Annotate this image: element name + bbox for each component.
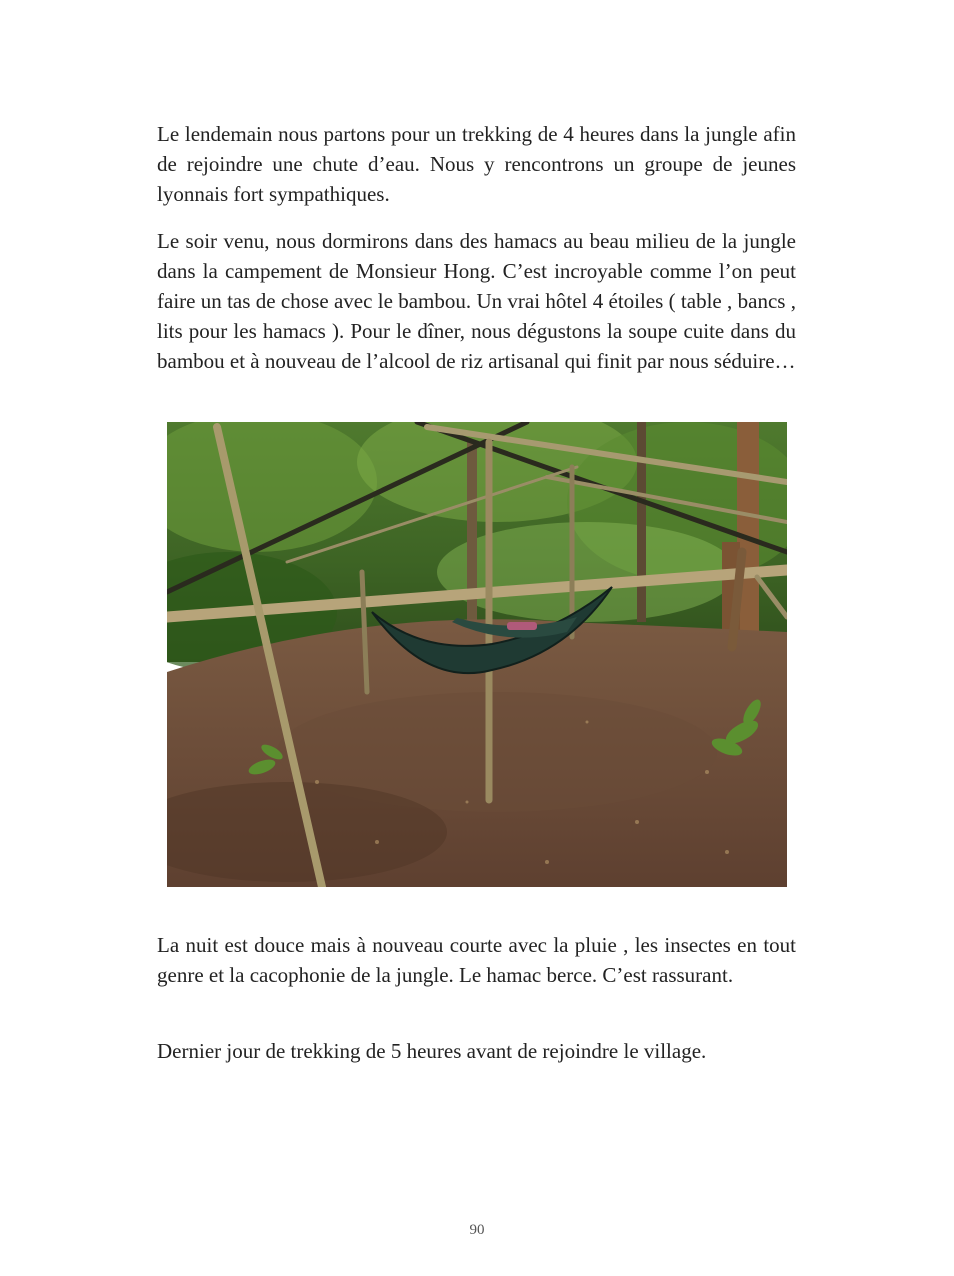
- page-number: 90: [469, 1222, 485, 1238]
- paragraph-4: Dernier jour de trekking de 5 heures avant de rejoindre le village.: [157, 1039, 707, 1063]
- paragraph-1: Le lendemain nous partons pour un trekking de 4 heures dans la jungle afin de rejoindre une chute d’eau. Nous y rencontrons un groupe de jeunes lyonnais fort sympathiques.: [157, 122, 796, 206]
- paragraph-3: La nuit est douce mais à nouveau courte avec la pluie , les insectes en tout genre et la cacophonie de la jungle. Le hamac berce. C’est rassurant.: [157, 933, 796, 987]
- paragraph-2: Le soir venu, nous dormirons dans des hamacs au beau milieu de la jungle dans la campement de Monsieur Hong. C’est incroyable comme l’on peut faire un tas de chose avec le bambou. Un vrai hôtel 4 étoiles ( table , bancs , lits pour les hamacs ). Pour le dîner, nous dégustons la soupe cuite dans du bambou et à nouveau de l’alcool de riz artisanal qui finit par nous séduire…: [157, 229, 796, 373]
- jungle-camp-hammock-photo: [167, 422, 787, 887]
